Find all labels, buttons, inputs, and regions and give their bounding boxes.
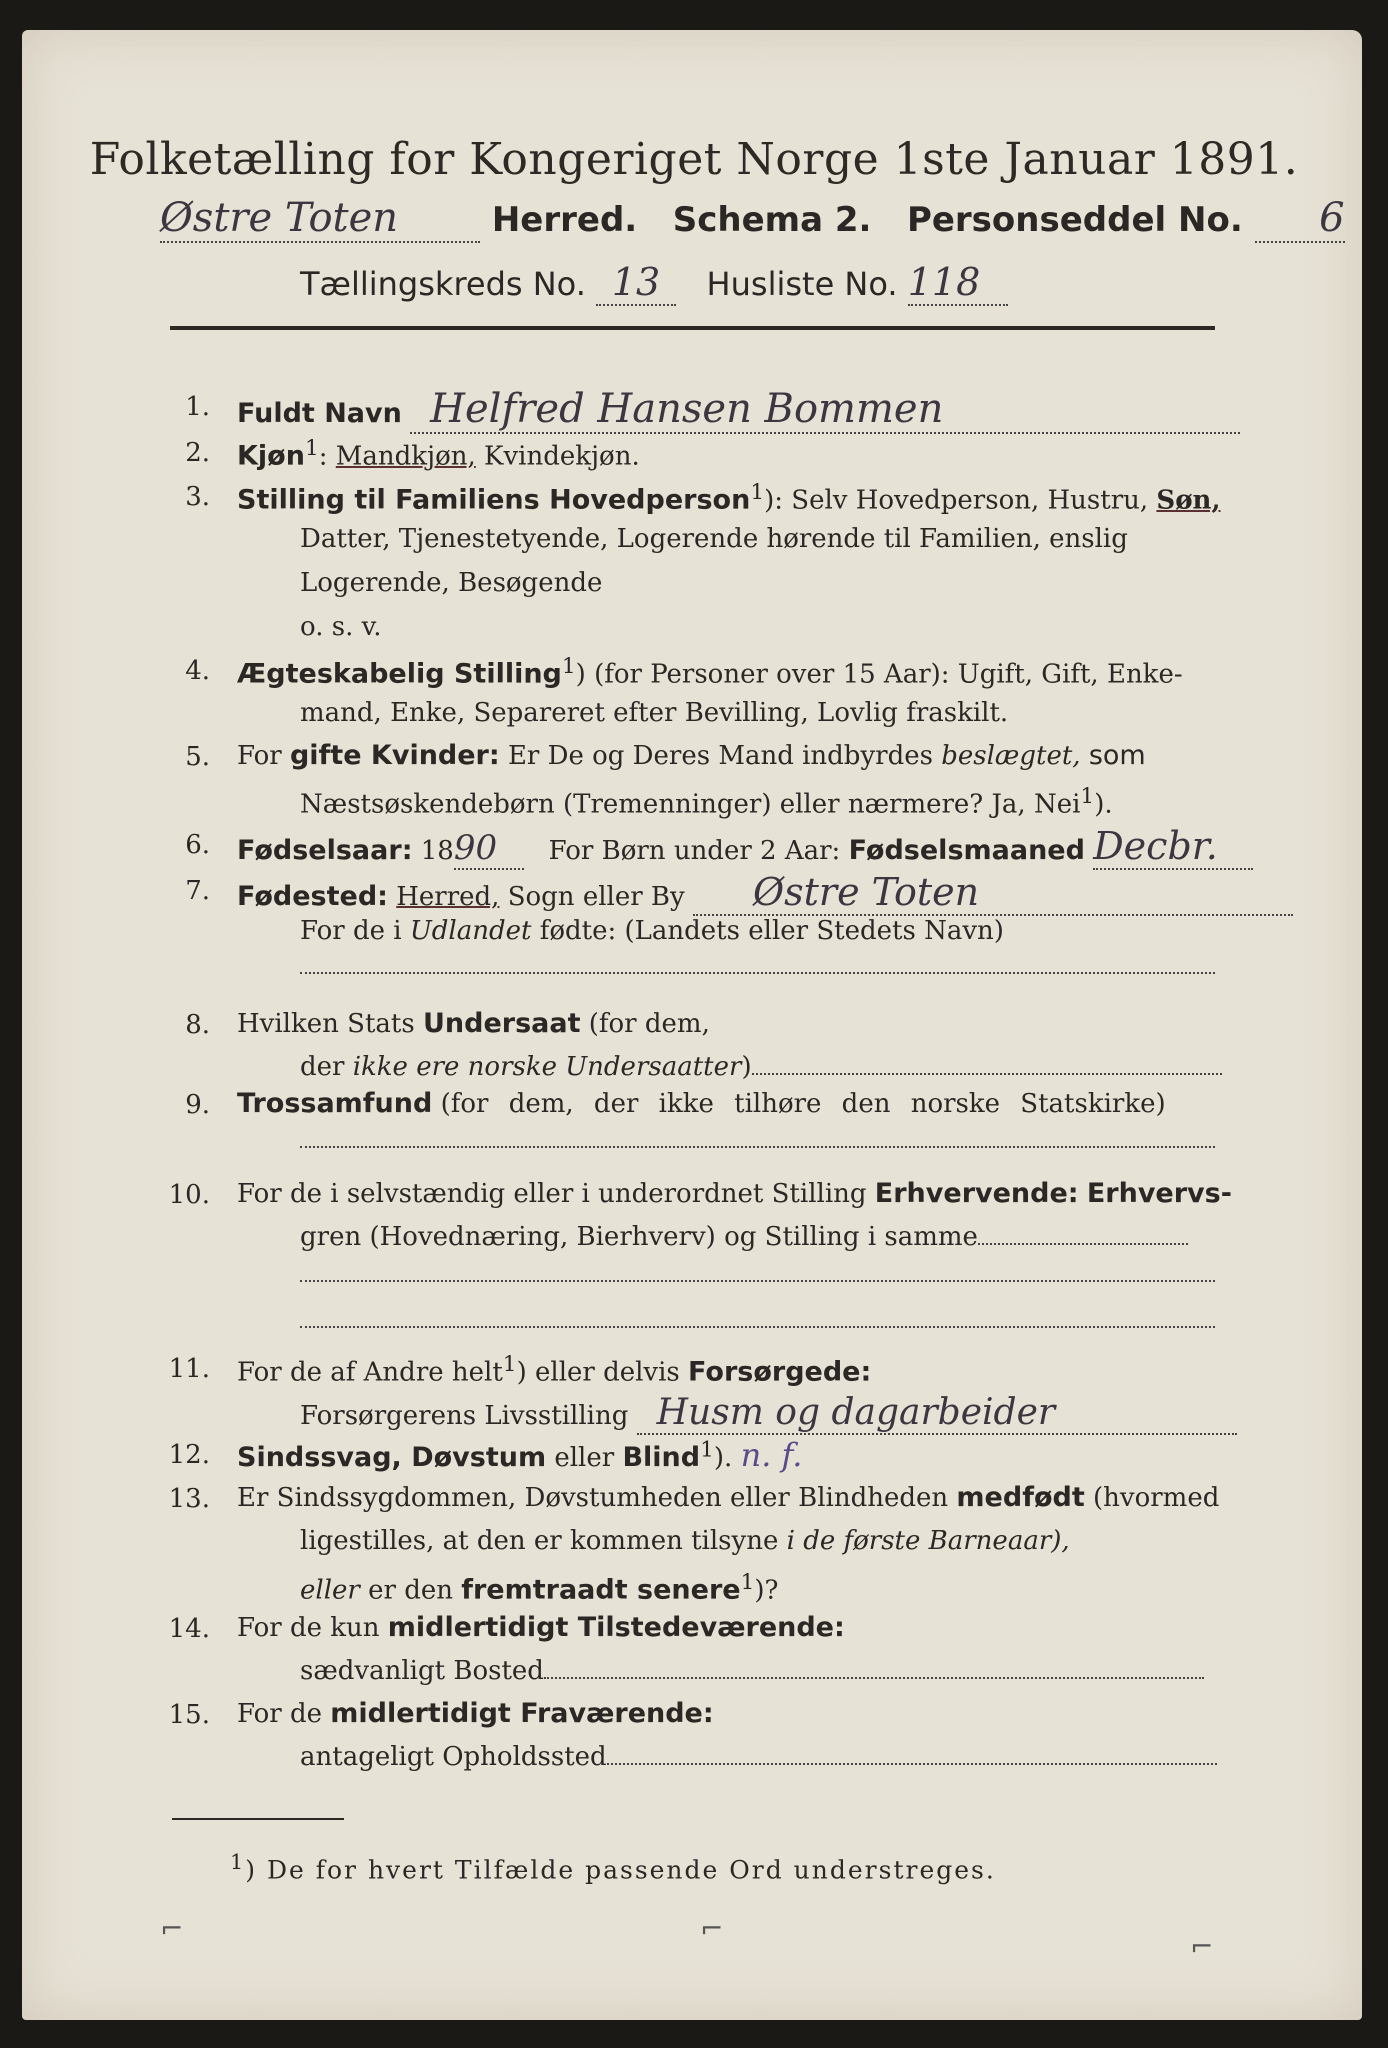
- text: Sogn eller By: [507, 882, 685, 912]
- schema-label: Schema 2.: [672, 200, 872, 240]
- item-number: 1.: [185, 392, 210, 422]
- item-7-birthplace: [237, 870, 1293, 916]
- temporary-present-label: midlertidigt Tilstedeværende:: [387, 1612, 845, 1643]
- text: sædvanligt Bosted: [300, 1656, 544, 1686]
- item-14-line-1: [237, 1612, 845, 1643]
- item-11-line-2: [300, 1392, 1237, 1435]
- item-11-line-1: [237, 1352, 871, 1388]
- kreds-line: [300, 260, 1008, 306]
- text: )?: [754, 1575, 779, 1606]
- item-3-line-2: Datter, Tjenestetyende, Logerende hørende til Familien, enslig: [300, 524, 1128, 554]
- item-4-line-2: mand, Enke, Separeret efter Bevilling, Lovlig fraskilt.: [300, 698, 1009, 728]
- text: ikke ere norske Undersaatter: [352, 1052, 742, 1082]
- text: Næstsøskendebørn (Tremenninger) eller nærmere? Ja, Nei: [300, 789, 1081, 820]
- item-13-line-1: [237, 1482, 1219, 1513]
- item-5-line-2: [300, 784, 1113, 820]
- item-8-line-2: [300, 1052, 1222, 1082]
- item-3-line-1: [237, 480, 1221, 516]
- text: For de i selvstændig eller i underordnet Stilling: [237, 1179, 867, 1209]
- item-14-line-2: [300, 1656, 1204, 1686]
- text: (hvormed: [1093, 1483, 1220, 1513]
- disability-handwritten: n. f.: [740, 1436, 803, 1474]
- text: i de første Barneaar),: [786, 1526, 1070, 1556]
- text: som: [1088, 740, 1146, 771]
- birthplace-handwritten: Østre Toten: [693, 870, 1293, 916]
- personseddel-number: 6: [1255, 195, 1345, 243]
- footnote-text: ) De for hvert Tilfælde passende Ord understreges.: [245, 1855, 996, 1885]
- text: For de af Andre helt: [237, 1357, 503, 1388]
- item-number: 2.: [185, 438, 210, 468]
- husliste-label: Husliste No.: [706, 265, 898, 303]
- birth-year-label: Fødselsaar:: [237, 835, 413, 866]
- occupation-label: Erhvervs-: [1086, 1178, 1232, 1209]
- supported-label: Forsørgede:: [688, 1356, 872, 1388]
- pin-mark: ⌐: [1190, 1930, 1214, 1963]
- herred-handwritten: Østre Toten: [160, 195, 480, 243]
- text: antageligt Opholdssted: [300, 1742, 607, 1772]
- text: fødte: (Landets eller Stedets Navn): [539, 916, 1004, 946]
- item-10-line-1: [237, 1178, 1232, 1209]
- text: For de kun: [237, 1613, 380, 1643]
- personseddel-label: Personseddel No.: [906, 200, 1243, 240]
- footnote-ref: 1: [561, 654, 576, 679]
- marital-status-options: ) (for Personer over 15 Aar): Ugift, Gift, Enke-: [575, 659, 1183, 690]
- provider-occupation-handwritten: Husm og dagarbeider: [637, 1392, 1237, 1435]
- birth-month-handwritten: Decbr.: [1093, 824, 1253, 870]
- full-name-label: Fuldt Navn: [237, 398, 402, 429]
- disability-label: Blind: [622, 1442, 701, 1473]
- item-number: 11.: [168, 1354, 210, 1384]
- pin-mark: ⌐: [160, 1912, 184, 1945]
- footnote-rule: [172, 1818, 344, 1820]
- form-title: Folketælling for Kongeriget Norge 1ste Januar 1891.: [89, 134, 1299, 185]
- text: Forsørgerens Livsstilling: [300, 1401, 629, 1431]
- text: er den: [368, 1575, 453, 1606]
- blank-line: [300, 1326, 1215, 1328]
- item-number: 9.: [185, 1090, 210, 1120]
- gender-label: Kjøn: [237, 440, 305, 472]
- citizenship-label: Undersaat: [422, 1008, 581, 1039]
- item-13-line-3: [300, 1570, 778, 1606]
- text: eller: [554, 1443, 615, 1473]
- colon: :: [318, 441, 328, 472]
- item-9-religion: [237, 1088, 1166, 1119]
- item-3-line-3: Logerende, Besøgende: [300, 568, 603, 598]
- item-15-line-2: [300, 1742, 1217, 1772]
- item-number: 3.: [185, 482, 210, 512]
- item-4-line-1: [237, 654, 1183, 690]
- text: For: [237, 741, 282, 771]
- congenital-label: medfødt: [956, 1482, 1085, 1513]
- religion-label: Trossamfund: [237, 1088, 433, 1119]
- text: eller: [300, 1575, 360, 1606]
- text: Er De og Deres Mand indbyrdes: [507, 741, 933, 771]
- item-number: 14.: [168, 1614, 210, 1644]
- item-number: 13.: [168, 1484, 210, 1514]
- item-5-line-1: [237, 740, 1146, 771]
- text: ): [741, 1052, 752, 1082]
- item-number: 7.: [185, 876, 210, 906]
- gender-option-female: Kvindekjøn.: [484, 441, 640, 472]
- item-6-birth-year: [237, 824, 1253, 870]
- item-13-line-2: [300, 1526, 1070, 1556]
- family-position-selected: Søn,: [1156, 485, 1221, 516]
- item-15-line-1: [237, 1698, 714, 1729]
- item-number: 10.: [168, 1180, 210, 1210]
- item-number: 8.: [185, 1010, 210, 1040]
- blank-line: [300, 1146, 1215, 1148]
- marital-status-label: Ægteskabelig Stilling: [237, 658, 562, 690]
- birthplace-selected: Herred,: [396, 882, 500, 912]
- family-position-options: ): Selv Hovedperson, Hustru,: [764, 485, 1149, 516]
- text: beslægtet,: [941, 741, 1081, 771]
- text: 18: [420, 836, 454, 866]
- header-rule: [170, 326, 1215, 330]
- item-7-line-2: [300, 916, 1004, 946]
- text: Hvilken Stats: [237, 1009, 415, 1039]
- family-position-label: Stilling til Familiens Hovedperson: [237, 484, 751, 516]
- footnote-ref: 1: [230, 1850, 246, 1874]
- text: For Børn under 2 Aar:: [548, 836, 841, 866]
- text: gren (Hovednæring, Bierhverv) og Stilling i samme: [300, 1222, 978, 1252]
- text: (for dem, der ikke tilhøre den norske Statskirke): [440, 1089, 1166, 1119]
- text: Er Sindssygdommen, Døvstumheden eller Blindheden: [237, 1483, 949, 1513]
- item-3-line-4: o. s. v.: [300, 612, 382, 642]
- footnote-ref: 1: [502, 1352, 517, 1377]
- footnote-ref: 1: [1080, 784, 1095, 809]
- text: For de i: [300, 916, 402, 946]
- item-1-full-name: [237, 386, 1240, 434]
- footnote: [230, 1850, 996, 1884]
- item-12-disability: [237, 1436, 802, 1474]
- footnote-ref: 1: [750, 480, 765, 505]
- gender-option-male-selected: Mandkjøn,: [335, 441, 476, 472]
- text: ).: [1094, 789, 1113, 820]
- husliste-number: 118: [908, 260, 1008, 306]
- item-number: 5.: [185, 742, 210, 772]
- disability-label: Sindssvag, Døvstum: [237, 1442, 547, 1473]
- footnote-ref: 1: [740, 1570, 755, 1595]
- occupation-label: Erhvervende:: [874, 1178, 1079, 1209]
- footnote-ref: 1: [304, 436, 319, 461]
- text: ) eller delvis: [516, 1357, 680, 1388]
- text: (for dem,: [588, 1009, 710, 1039]
- temporary-absent-label: midlertidigt Fraværende:: [330, 1698, 714, 1729]
- text: ligestilles, at den er kommen tilsyne: [300, 1526, 779, 1556]
- text: ).: [713, 1443, 733, 1473]
- married-women-label: gifte Kvinder:: [289, 740, 500, 771]
- birthplace-label: Fødested:: [237, 881, 388, 912]
- herred-label: Herred.: [491, 200, 638, 240]
- kreds-label: Tællingskreds No.: [300, 265, 586, 303]
- item-2-gender: [237, 436, 640, 472]
- item-number: 6.: [185, 830, 210, 860]
- item-number: 15.: [168, 1700, 210, 1730]
- kreds-number: 13: [596, 260, 676, 306]
- item-10-line-2: [300, 1222, 1188, 1252]
- blank-line: [300, 972, 1215, 974]
- blank-line: [300, 1280, 1215, 1282]
- item-number: 12.: [168, 1440, 210, 1470]
- herred-line: [160, 195, 1345, 243]
- footnote-ref: 1: [700, 1437, 714, 1463]
- text: For de: [237, 1699, 322, 1729]
- item-8-line-1: [237, 1008, 710, 1039]
- text: der: [300, 1052, 345, 1082]
- item-number: 4.: [185, 656, 210, 686]
- pin-mark: ⌐: [700, 1912, 724, 1945]
- birth-year-handwritten: 90: [454, 828, 524, 870]
- birth-month-label: Fødselsmaaned: [848, 835, 1085, 866]
- text: Udlandet: [409, 916, 532, 946]
- later-onset-label: fremtraadt senere: [461, 1574, 741, 1606]
- full-name-handwritten: Helfred Hansen Bommen: [410, 386, 1240, 434]
